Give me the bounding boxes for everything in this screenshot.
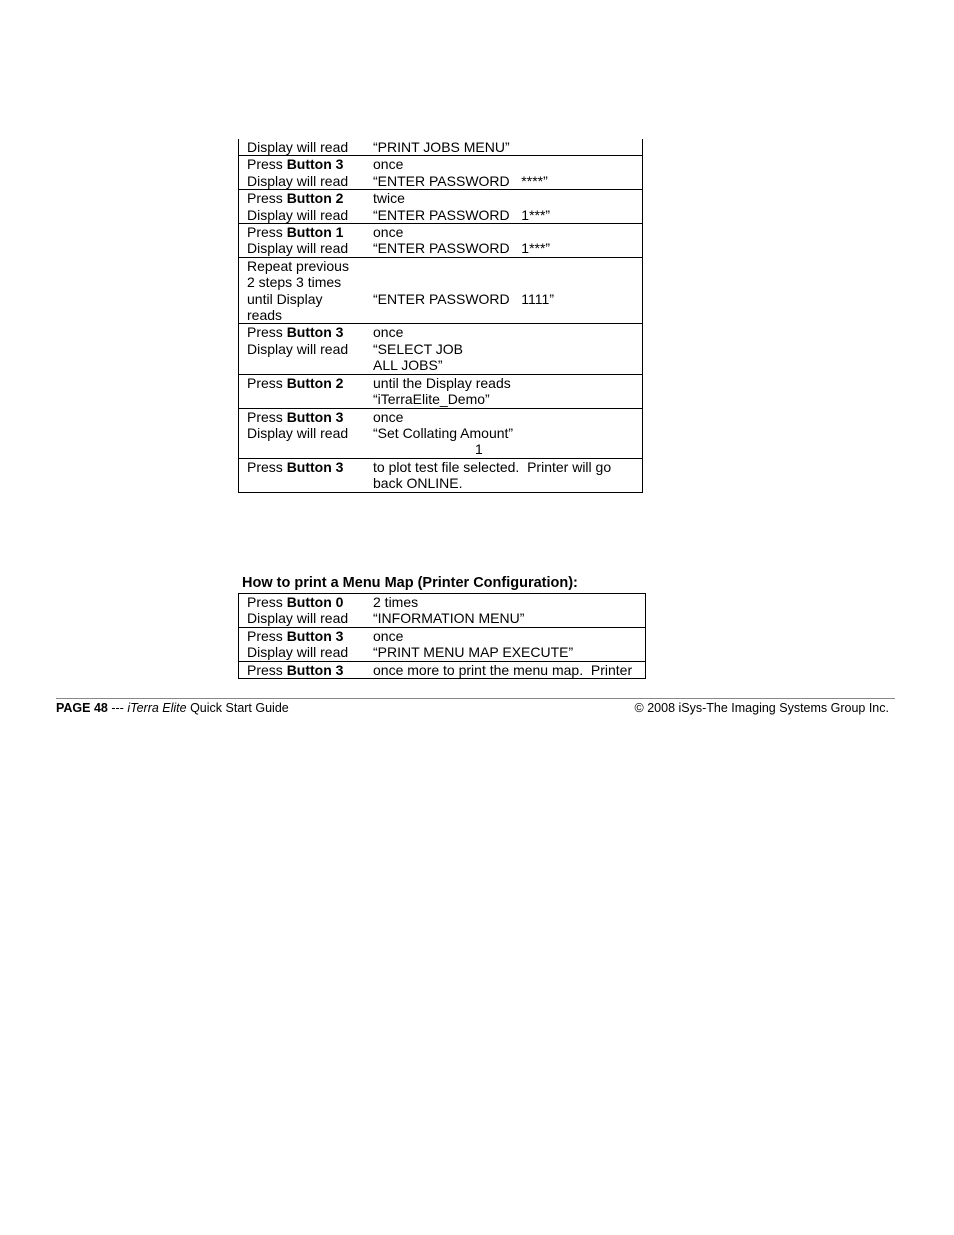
step-action: Display will read [247,340,349,357]
step-action: Display will read [247,139,349,155]
step-result: “ENTER PASSWORD ****” [373,172,548,189]
button-name: Button 2 [286,190,344,207]
step-result: once [373,156,404,173]
step-result: 2 times [373,594,419,610]
step-action: Display will read [247,240,349,257]
footer-page-info [56,701,289,715]
step-result: “INFORMATION MENU” [373,610,525,627]
menu-map-steps-table [238,593,646,679]
step-result [373,307,642,323]
step-result: “PRINT JOBS MENU” [373,139,510,155]
step-result [373,258,642,274]
button-name: Button 2 [286,374,344,391]
step-result: “ENTER PASSWORD 1***” [373,240,551,257]
step-result: “Set Collating Amount” [373,424,514,441]
step-action: Press Button 1 [247,224,344,241]
step-action: Display will read [247,610,349,627]
step-result: “SELECT JOB [373,340,463,357]
step-action: until Display [247,290,323,307]
button-name: Button 3 [286,156,344,173]
step-action: Press Button 2 [247,190,344,207]
step-action: Press Button 3 [247,627,344,644]
table-row [239,627,646,661]
step-result: “ENTER PASSWORD 1111” [373,290,554,307]
step-result: once more to print the menu map. Printer [373,661,633,678]
step-action: Display will read [247,172,349,189]
step-action: Repeat previous [247,257,349,274]
table-row [239,594,646,628]
step-result: until the Display reads [373,374,511,391]
guide-name: Quick Start Guide [186,701,289,715]
step-action: Press Button 0 [247,594,344,610]
step-result: “PRINT MENU MAP EXECUTE” [373,644,574,661]
step-action: Display will read [247,206,349,223]
section-heading: How to print a Menu Map (Printer Configuration): [242,575,578,591]
table-row [239,324,643,374]
step-action: Press Button 3 [247,458,344,475]
print-jobs-steps-table [238,139,643,493]
step-result [373,274,642,290]
step-result: “ENTER PASSWORD 1***” [373,206,551,223]
button-name: Button 1 [286,224,344,241]
step-action: Press Button 3 [247,661,344,678]
step-action: reads [247,307,283,324]
table-row [239,190,643,224]
table-row [239,139,643,156]
button-name: Button 3 [286,408,344,425]
step-action: Press Button 3 [247,408,344,425]
step-action: Press Button 2 [247,374,344,391]
step-result: ALL JOBS” [373,357,443,374]
table-row [239,224,643,258]
table-row [239,257,643,324]
step-action: Display will read [247,644,349,661]
product-name: iTerra Elite [127,701,187,715]
table-row [239,374,643,408]
step-result: “iTerraElite_Demo” [373,391,490,408]
step-result: once [373,408,404,425]
step-result: once [373,324,404,341]
table-row [239,156,643,190]
footer-copyright: © 2008 iSys-The Imaging Systems Group Inc. [634,701,889,715]
step-action: Press Button 3 [247,324,344,341]
button-name: Button 0 [286,594,344,610]
step-result: twice [373,190,405,207]
footer-divider [56,698,895,699]
button-name: Button 3 [286,627,344,644]
step-action: Press Button 3 [247,156,344,173]
table-row [239,408,643,458]
table-row [239,661,646,678]
page-number: PAGE 48 [56,701,108,715]
button-name: Button 3 [286,661,344,678]
step-result: back ONLINE. [373,475,463,492]
step-result: to plot test file selected. Printer will go [373,458,612,475]
button-name: Button 3 [286,458,344,475]
step-result: once [373,224,404,241]
footer-separator: --- [107,701,128,715]
step-result: once [373,627,404,644]
step-result: 1 [475,441,483,458]
step-action: 2 steps 3 times [247,274,342,291]
step-action: Display will read [247,424,349,441]
button-name: Button 3 [286,324,344,341]
table-row [239,458,643,492]
